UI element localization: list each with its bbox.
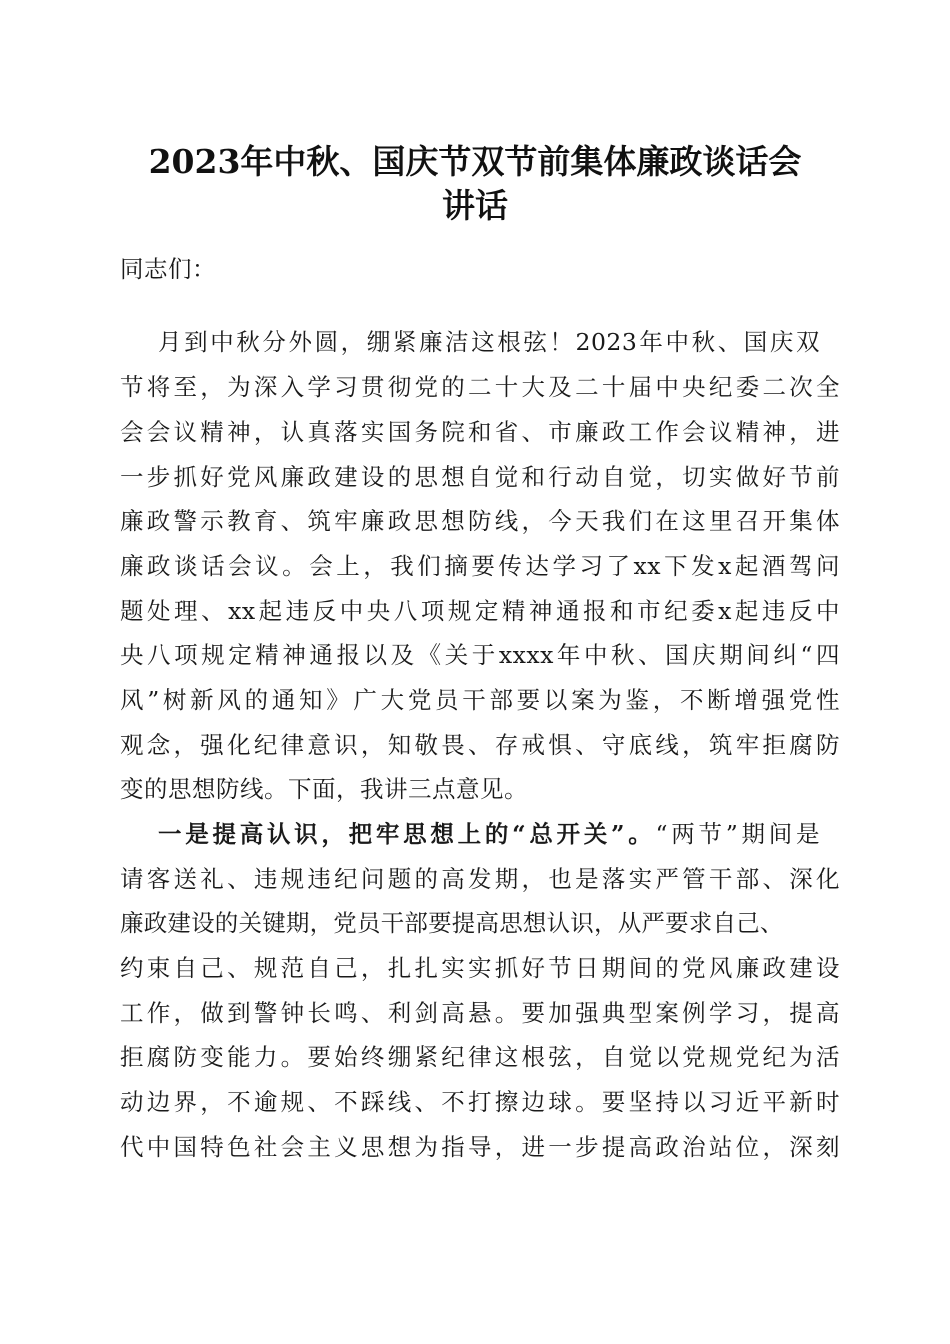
section-1-first-line bbox=[158, 819, 820, 849]
body-line: 题处理、xx起违反中央八项规定精神通报和市纪委x起违反中 bbox=[120, 597, 840, 625]
body-line: 动边界，不逾规、不踩线、不打擦边球。要坚持以习近平新时 bbox=[120, 1088, 840, 1116]
body-line: 请客送礼、违规违纪问题的高发期，也是落实严管干部、深化 bbox=[120, 865, 840, 893]
section-1-heading-tail: “两节”期间是 bbox=[655, 820, 820, 848]
salutation: 同志们： bbox=[120, 255, 216, 283]
body-line: 廉政警示教育、筑牢廉政思想防线，今天我们在这里召开集体 bbox=[120, 507, 840, 535]
body-line: 节将至，为深入学习贯彻党的二十大及二十届中央纪委二次全 bbox=[120, 373, 840, 401]
body-line: 央八项规定精神通报以及《关于xxxx年中秋、国庆期间纠“四 bbox=[120, 641, 840, 669]
body-line: 工作，做到警钟长鸣、利剑高悬。要加强典型案例学习，提高 bbox=[120, 999, 840, 1027]
body-line: 观念，强化纪律意识，知敬畏、存戒惧、守底线，筑牢拒腐防 bbox=[120, 731, 840, 759]
body-line: 约束自己、规范自己，扎扎实实抓好节日期间的党风廉政建设 bbox=[120, 954, 840, 982]
body-line: 一步抓好党风廉政建设的思想自觉和行动自觉，切实做好节前 bbox=[120, 463, 840, 491]
document-title-line-1: 2023年中秋、国庆节双节前集体廉政谈话会 bbox=[148, 142, 802, 181]
body-line: 拒腐防变能力。要始终绷紧纪律这根弦，自觉以党规党纪为活 bbox=[120, 1043, 840, 1071]
body-line: 会会议精神，认真落实国务院和省、市廉政工作会议精神，进 bbox=[120, 418, 840, 446]
section-1-heading: 一是提高认识，把牢思想上的“总开关”。 bbox=[158, 820, 656, 848]
body-line: 月到中秋分外圆，绷紧廉洁这根弦！2023年中秋、国庆双 bbox=[158, 328, 820, 356]
document-title-line-2: 讲话 bbox=[442, 186, 508, 225]
body-line: 变的思想防线。下面，我讲三点意见。 bbox=[120, 775, 528, 803]
body-line: 廉政建设的关键期，党员干部要提高思想认识，从严要求自己、 bbox=[120, 909, 784, 937]
body-line: 风”树新风的通知》广大党员干部要以案为鉴，不断增强党性 bbox=[120, 686, 840, 714]
body-line: 廉政谈话会议。会上，我们摘要传达学习了xx下发x起酒驾问 bbox=[120, 552, 840, 580]
body-line: 代中国特色社会主义思想为指导，进一步提高政治站位，深刻 bbox=[120, 1133, 840, 1161]
